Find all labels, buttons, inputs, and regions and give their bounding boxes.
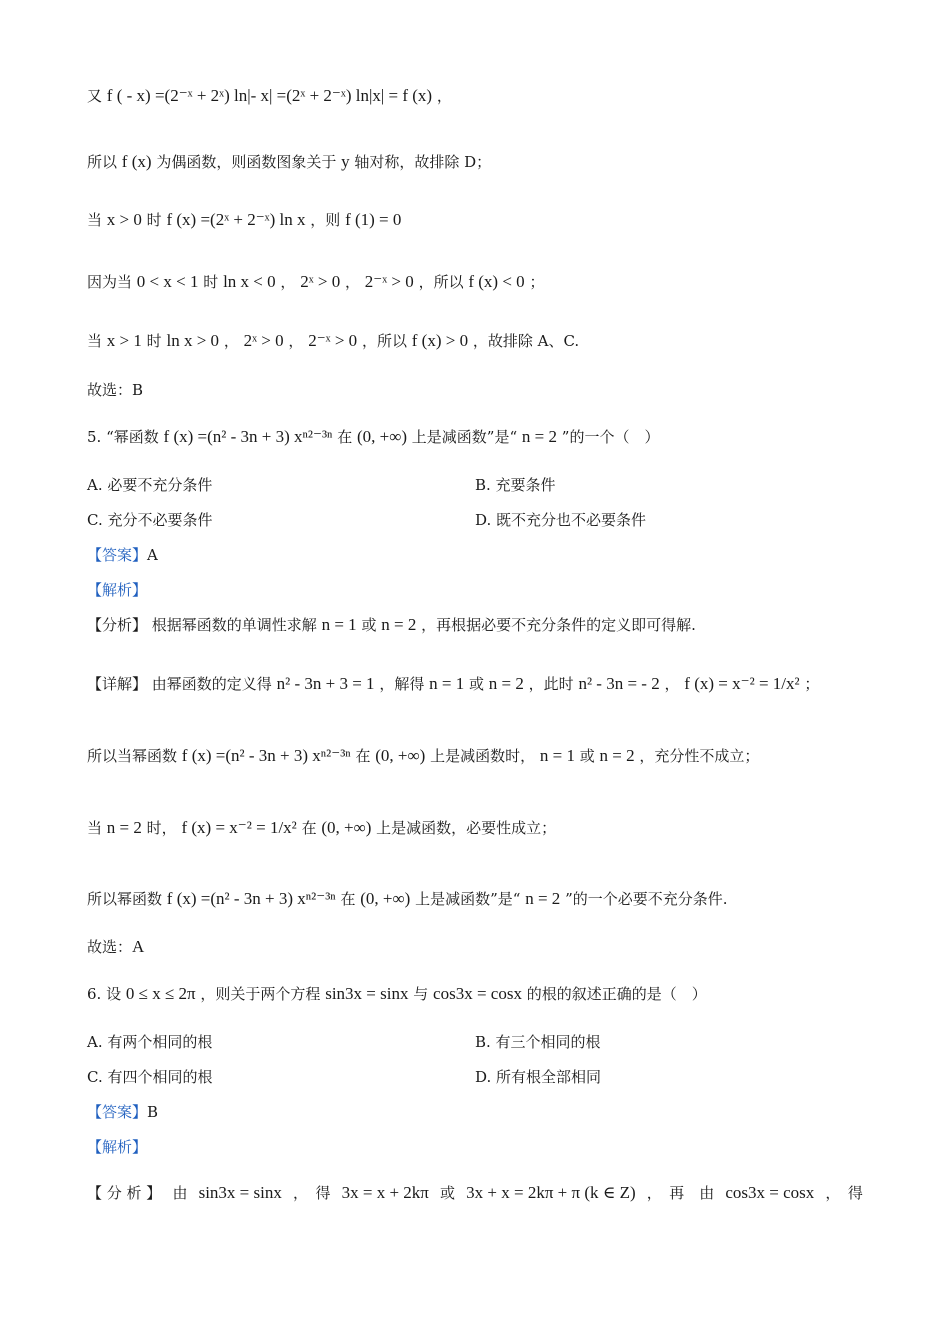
q5-conclusion: 所以幂函数 f (x) =(n² - 3n + 3) xⁿ²⁻³ⁿ 在 (0, +∞) 上是减函数”是“ n = 2 ”的一个必要不充分条件. <box>87 889 728 908</box>
formula: f (x) =(n² - 3n + 3) xⁿ²⁻³ⁿ <box>181 746 351 765</box>
formula: f (1) = 0 <box>345 210 402 229</box>
formula: 3x = x + 2kπ <box>341 1183 429 1202</box>
formula: f (x) < 0 <box>468 272 525 291</box>
q6-fenxi: 【 分 析 】 由 sin3x = sinx ， 得 3x = x + 2kπ 或 3x + x = 2kπ + π (k ∈ Z) ， 再 由 cos3x = cosx ， 得 <box>87 1181 863 1205</box>
formula: x > 1 <box>106 331 142 350</box>
q5-analysis-tag: 【解析】 <box>87 581 148 599</box>
formula: 3x + x = 2kπ + π (k ∈ Z) <box>466 1183 636 1202</box>
formula: n² - 3n = - 2 <box>578 674 660 693</box>
formula: cos3x = cosx <box>725 1183 815 1202</box>
q6-analysis-tag: 【解析】 <box>87 1138 148 1156</box>
q6-option-a: A. 有两个相同的根 <box>87 1033 213 1051</box>
formula: n = 1 <box>321 615 357 634</box>
answer-tag: 【答案】 <box>87 1103 148 1121</box>
q5-option-a: A. 必要不充分条件 <box>87 476 213 494</box>
formula: sin3x = sinx <box>325 984 409 1003</box>
formula: f (x) =(n² - 3n + 3) xⁿ²⁻³ⁿ <box>163 427 333 446</box>
q6-options-row-1 <box>87 1030 863 1054</box>
formula: (0, +∞) <box>356 427 408 446</box>
formula: 0 ≤ x ≤ 2π <box>125 984 196 1003</box>
formula: (0, +∞) <box>375 746 426 765</box>
formula: ln x > 0 <box>166 331 220 350</box>
formula: 2⁻ˣ > 0 <box>308 331 358 350</box>
question-5-stem: 5. “幂函数 f (x) =(n² - 3n + 3) xⁿ²⁻³ⁿ 在 (0, +∞) 上是减函数”是“ n = 2 ”的一个（ ） <box>87 427 660 446</box>
q5-sufficiency: 所以当幂函数 f (x) =(n² - 3n + 3) xⁿ²⁻³ⁿ 在 (0, +∞) 上是减函数时， n = 1 或 n = 2 ，充分性不成立； <box>87 746 760 765</box>
formula: f (x) <box>121 152 152 171</box>
line-between-0-1: 因为当 0 < x < 1 时 ln x < 0 ， 2ˣ > 0 ， 2⁻ˣ > 0 ，所以 f (x) < 0 ； <box>87 272 545 291</box>
q6-options-row-2 <box>87 1065 863 1089</box>
q5-xiangjie: 【详解】 由幂函数的定义得 n² - 3n + 3 = 1 ，解得 n = 1 或 n = 2 ，此时 n² - 3n = - 2 ， f (x) = x⁻² = 1/x² ； <box>87 674 820 693</box>
q5-answer: 【答案】A <box>87 546 158 564</box>
formula: f ( - x) =(2⁻ˣ + 2ˣ) ln|- x| =(2ˣ + 2⁻ˣ) ln|x| = f (x) <box>106 86 433 105</box>
formula: 2ˣ > 0 <box>300 272 341 291</box>
formula: 2⁻ˣ > 0 <box>364 272 414 291</box>
formula: x > 0 <box>106 210 142 229</box>
formula: f (x) = x⁻² = 1/x² <box>684 674 800 693</box>
formula: f (x) > 0 <box>411 331 469 350</box>
q6-option-b: B. 有三个相同的根 <box>475 1033 601 1051</box>
formula: n = 2 <box>488 674 524 693</box>
q5-options-row-2 <box>87 508 863 532</box>
line-even-function: 所以 f (x) 为偶函数，则函数图象关于 y 轴对称，故排除 D； <box>87 152 492 171</box>
formula: f (x) = x⁻² = 1/x² <box>181 818 297 837</box>
formula: f (x) =(2ˣ + 2⁻ˣ) ln x <box>166 210 306 229</box>
formula: n = 1 <box>539 746 575 765</box>
q5-option-c: C. 充分不必要条件 <box>87 511 213 529</box>
formula: n = 2 <box>521 427 558 446</box>
formula: sin3x = sinx <box>198 1183 282 1202</box>
question-6-stem: 6. 设 0 ≤ x ≤ 2π ，则关于两个方程 sin3x = sinx 与 cos3x = cosx 的根的叙述正确的是（ ） <box>87 984 707 1003</box>
line-greater-1: 当 x > 1 时 ln x > 0 ， 2ˣ > 0 ， 2⁻ˣ > 0 ，所以 f (x) > 0 ，故排除 A、C. <box>87 331 580 350</box>
formula: n² - 3n + 3 = 1 <box>276 674 375 693</box>
formula: cos3x = cosx <box>433 984 522 1003</box>
line-x-positive: 当 x > 0 时 f (x) =(2ˣ + 2⁻ˣ) ln x ，则 f (1) = 0 <box>87 210 402 229</box>
q5-options-row-1 <box>87 473 863 497</box>
fenxi-tag: 【 分 析 】 <box>87 1184 162 1202</box>
formula: ln x < 0 <box>223 272 276 291</box>
formula: (0, +∞) <box>321 818 372 837</box>
formula: n = 2 <box>106 818 142 837</box>
formula: y <box>341 152 350 171</box>
fenxi-tag: 【分析】 <box>87 616 148 634</box>
formula: n = 2 <box>525 889 561 908</box>
formula: 2ˣ > 0 <box>243 331 284 350</box>
q6-answer: 【答案】B <box>87 1103 159 1121</box>
formula: n = 2 <box>599 746 635 765</box>
xiangjie-tag: 【详解】 <box>87 675 148 693</box>
q5-choose: 故选：A <box>87 937 145 956</box>
q6-option-d: D. 所有根全部相同 <box>475 1068 602 1086</box>
q5-option-b: B. 充要条件 <box>475 476 556 494</box>
formula: f (x) =(n² - 3n + 3) xⁿ²⁻³ⁿ <box>166 889 336 908</box>
q5-fenxi: 【分析】 根据幂函数的单调性求解 n = 1 或 n = 2 ，再根据必要不充分条件的定义即可得解. <box>87 615 696 634</box>
q6-option-c: C. 有四个相同的根 <box>87 1068 213 1086</box>
q5-necessity: 当 n = 2 时， f (x) = x⁻² = 1/x² 在 (0, +∞) 上是减函数，必要性成立； <box>87 818 557 837</box>
q5-option-d: D. 既不充分也不必要条件 <box>475 511 647 529</box>
line-neg-x: 又 f ( - x) =(2⁻ˣ + 2ˣ) ln|- x| =(2ˣ + 2⁻ˣ) ln|x| = f (x) ， <box>87 86 452 105</box>
formula: n = 2 <box>381 615 417 634</box>
formula: (0, +∞) <box>360 889 411 908</box>
formula: n = 1 <box>429 674 465 693</box>
choose-b: 故选：B <box>87 381 144 399</box>
formula: 0 < x < 1 <box>136 272 199 291</box>
answer-tag: 【答案】 <box>87 546 148 564</box>
